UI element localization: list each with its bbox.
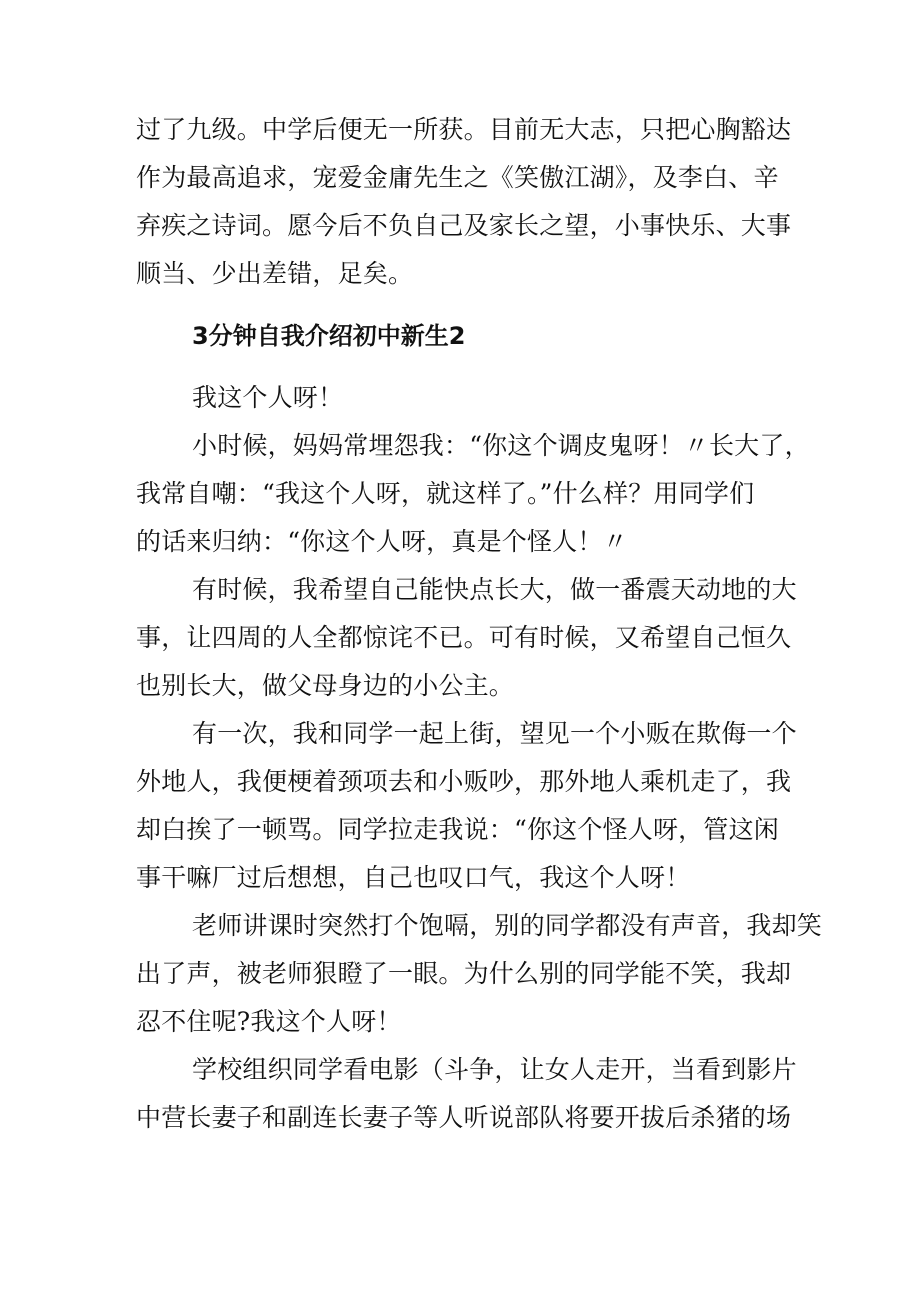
section-heading: 3分钟自我介绍初中新生2 (192, 322, 466, 350)
text-line: 老师讲课时突然打个饱嗝，别的同学都没有声音，我却笑 (192, 911, 823, 940)
text-line: 有时候，我希望自己能快点长大，做一番震天动地的大 (192, 575, 797, 604)
text-line: 我常自嘲：“我这个人呀，就这样了。”什么样？用同学们 (136, 479, 755, 508)
text-line: 事，让四周的人全都惊诧不已。可有时候，又希望自己恒久 (136, 623, 792, 652)
text-line: 却白挨了一顿骂。同学拉走我说：“你这个怪人呀，管这闲 (136, 815, 779, 844)
text-line: 中营长妻子和副连长妻子等人听说部队将要开拔后杀猪的场 (136, 1103, 792, 1132)
text-line: 学校组织同学看电影（斗争，让女人走开，当看到影片 (192, 1055, 797, 1084)
text-line: 过了九级。中学后便无一所获。目前无大志，只把心胸豁达 (136, 115, 792, 144)
text-line: 有一次，我和同学一起上街，望见一个小贩在欺侮一个 (192, 719, 797, 748)
text-line: 小时候，妈妈常埋怨我：“你这个调皮鬼呀！〃长大了， (192, 431, 810, 460)
text-line: 作为最高追求，宠爱金庸先生之《笑傲江湖》，及李白、辛 (136, 163, 779, 192)
text-line: 我这个人呀！ (192, 383, 344, 412)
text-line: 外地人，我便梗着颈项去和小贩吵，那外地人乘机走了，我 (136, 767, 792, 796)
text-line: 出了声，被老师狠瞪了一眼。为什么别的同学能不笑，我却 (136, 959, 792, 988)
text-line: 也别长大，做父母身边的小公主。 (136, 671, 515, 700)
body-text (136, 374, 823, 1142)
intro-paragraph (136, 106, 790, 298)
text-line: 忍不住呢?我这个人呀！ (136, 1007, 402, 1036)
text-line: 事干嘛厂过后想想，自己也叹口气，我这个人呀！ (136, 863, 691, 892)
text-line: 的话来归纳：“你这个人呀，真是个怪人！〃 (136, 527, 628, 556)
text-line: 顺当、少出差错，足矣。 (136, 259, 414, 288)
text-line: 弃疾之诗词。愿今后不负自己及家长之望，小事快乐、大事 (136, 211, 792, 240)
